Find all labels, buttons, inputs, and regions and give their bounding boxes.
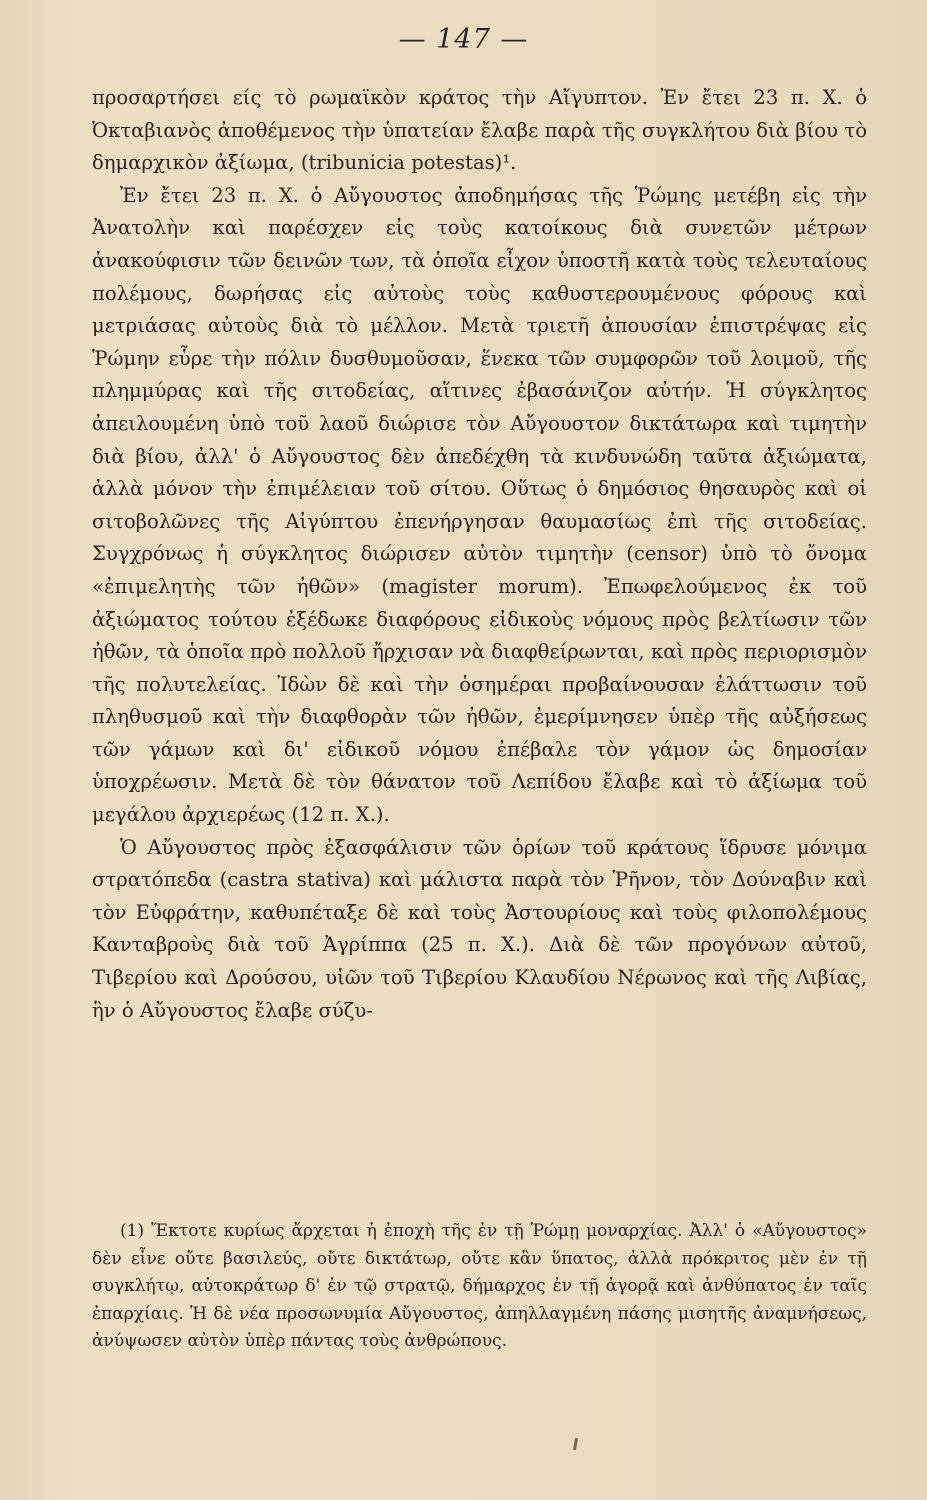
paragraph: Ἐν ἔτει 23 π. Χ. ὁ Αὔγουστος ἀποδημήσας τῆς Ῥώμης μετέβη εἰς τὴν Ἀνατολὴν καὶ παρέσχεν εἰς τοὺς κατοίκους διὰ συνετῶν μέτρων ἀνακούφισιν τῶν δεινῶν των, τὰ ὁποῖα εἶχον ὑποστῆ κατὰ τοὺς τελευταίους πολέμους, δωρήσας εἰς αὐτοὺς τοὺς καθυστερουμένους φόρους καὶ μετριάσας αὐτοὺς διὰ τὸ μέλλον. Μετὰ τριετῆ ἀπουσίαν ἐπιστρέψας εἰς Ῥώμην εὗρε τὴν πόλιν δυσθυμοῦσαν, ἕνεκα τῶν συμφορῶν τοῦ λοιμοῦ, τῆς πλημμύρας καὶ τῆς σιτοδείας, αἵτινες ἐβασάνιζον αὐτήν. Ἡ σύγκλητος ἀπειλουμένη ὑπὸ τοῦ λαοῦ διώρισε τὸν Αὔγουστον δικτάτωρα καὶ τιμητὴν διὰ βίου, ἀλλ' ὁ Αὔγουστος δὲν ἀπεδέχθη τὰ κινδυνώδη ταῦτα ἀξιώματα, ἀλλὰ μόνον τὴν ἐπιμέλειαν τοῦ σίτου. Οὕτως ὁ δημόσιος θησαυρὸς καὶ οἱ σιτοβολῶνες τῆς Αἰγύπτου ἐπενήργησαν θαυμασίως ἐπὶ τῆς σιτοδείας. Συγχρόνως ἡ σύγκλητος διώρισεν αὐτὸν τιμητὴν (censor) ὑπὸ τὸ ὄνομα «ἐπιμελητὴς τῶν ἠθῶν» (magister morum). Ἐπωφελούμενος ἐκ τοῦ ἀξιώματος τούτου ἐξέδωκε διαφόρους εἰδικοὺς νόμους πρὸς βελτίωσιν τῶν ἠθῶν, τὰ ὁποῖα πρὸ πολλοῦ ἤρχισαν νὰ διαφθείρωνται, καὶ πρὸς περιορισμὸν τῆς πολυτελείας. Ἰδὼν δὲ καὶ τὴν ὁσημέραι προβαίνουσαν ἐλάττωσιν τοῦ πληθυσμοῦ καὶ τὴν διαφθορὰν τῶν ἠθῶν, ἐμερίμνησεν ὑπὲρ τῆς αὐξήσεως τῶν γάμων καὶ δι' εἰδικοῦ νόμου ἐπέβαλε τὸν γάμον ὡς δημοσίαν ὑποχρέωσιν. Μετὰ δὲ τὸν θάνατον τοῦ Λεπίδου ἔλαβε καὶ τὸ ἀξίωμα τοῦ μεγάλου ἀρχιερέως (12 π. Χ.). bbox=[92, 183, 867, 827]
ink-mark bbox=[573, 1438, 578, 1450]
footnotes bbox=[92, 1218, 867, 1356]
footnote: (1) Ἔκτοτε κυρίως ἄρχεται ἡ ἐποχὴ τῆς ἐν τῇ Ῥώμῃ μοναρχίας. Ἀλλ' ὁ «Αὔγουστος» δὲν εἶνε οὔτε βασιλεύς, οὔτε δικτάτωρ, οὔτε κἂν ὕπατος, ἀλλὰ πρόκριτος μὲν ἐν τῇ συγκλήτῳ, αὐτοκράτωρ δ' ἐν τῷ στρατῷ, δήμαρχος ἐν τῇ ἀγορᾷ καὶ ἀνθύπατος ἐν ταῖς ἐπαρχίαις. Ἡ δὲ νέα προσωνυμία Αὔγουστος, ἀπηλλαγμένη πάσης μισητῆς ἀναμνήσεως, ἀνύψωσεν αὐτὸν ὑπὲρ πάντας τοὺς ἀνθρώπους. bbox=[92, 1221, 867, 1351]
paragraph: προσαρτήσει είς τὸ ρωμαϊκὸν κράτος τὴν Αἴγυπτον. Ἐν ἔτει 23 π. Χ. ὁ Ὀκταβιανὸς ἀποθέμενος τὴν ὑπατείαν ἔλαβε παρὰ τῆς συγκλήτου διὰ βίου τὸ δημαρχικὸν ἀξίωμα, (tribunicia potestas)¹. bbox=[92, 86, 867, 175]
page-number: — 147 — bbox=[398, 24, 529, 55]
paragraph: Ὁ Αὔγουστος πρὸς ἐξασφάλισιν τῶν ὁρίων τοῦ κράτους ἵδρυσε μόνιμα στρατόπεδα (castra stativa) καὶ μάλιστα παρὰ τὸν Ῥῆνον, τὸν Δούναβιν καὶ τὸν Εὐφράτην, καθυπέταξε δὲ καὶ τοὺς Ἀστουρίους καὶ τοὺς φιλοπολέμους Κανταβροὺς διὰ τοῦ Ἀγρίππα (25 π. Χ.). Διὰ δὲ τῶν προγόνων αὐτοῦ, Τιβερίου καὶ Δρούσου, υἱῶν τοῦ Τιβερίου Κλαυδίου Νέρωνος καὶ τῆς Λιβίας, ἣν ὁ Αὔγουστος ἔλαβε σύζυ- bbox=[92, 835, 867, 1022]
main-text bbox=[92, 82, 867, 1027]
